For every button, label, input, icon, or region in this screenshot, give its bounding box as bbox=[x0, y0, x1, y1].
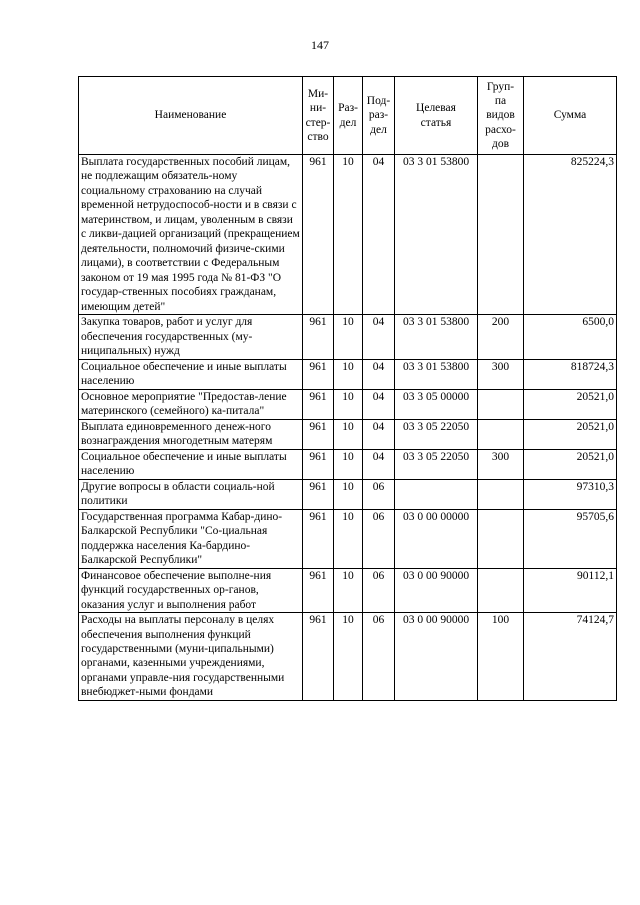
table-row bbox=[79, 155, 617, 315]
cell-target: 03 3 05 00000 bbox=[395, 389, 478, 419]
cell-sum: 20521,0 bbox=[524, 389, 617, 419]
cell-section: 10 bbox=[334, 479, 363, 509]
header-row bbox=[79, 77, 617, 155]
cell-sum: 20521,0 bbox=[524, 419, 617, 449]
cell-subsection: 04 bbox=[363, 359, 395, 389]
table-row bbox=[79, 479, 617, 509]
cell-ministry: 961 bbox=[303, 315, 334, 359]
cell-target: 03 0 00 90000 bbox=[395, 613, 478, 701]
cell-section: 10 bbox=[334, 449, 363, 479]
header-name: Наименование bbox=[79, 77, 303, 155]
header-subsection: Под- раз- дел bbox=[363, 77, 395, 155]
cell-name: Государственная программа Кабар-дино-Балкарской Республики "Со-циальная поддержка населения Ка-бардино-Балкарской Республики" bbox=[79, 509, 303, 568]
header-section: Раз- дел bbox=[334, 77, 363, 155]
cell-group bbox=[478, 389, 524, 419]
cell-sum: 818724,3 bbox=[524, 359, 617, 389]
cell-section: 10 bbox=[334, 155, 363, 315]
cell-group bbox=[478, 155, 524, 315]
cell-section: 10 bbox=[334, 568, 363, 612]
cell-name: Основное мероприятие "Предостав-ление материнского (семейного) ка-питала" bbox=[79, 389, 303, 419]
cell-sum: 90112,1 bbox=[524, 568, 617, 612]
table-row bbox=[79, 449, 617, 479]
cell-target: 03 3 01 53800 bbox=[395, 359, 478, 389]
budget-table bbox=[78, 76, 617, 701]
cell-ministry: 961 bbox=[303, 155, 334, 315]
cell-group bbox=[478, 419, 524, 449]
table-row bbox=[79, 389, 617, 419]
table-row bbox=[79, 509, 617, 568]
cell-group bbox=[478, 568, 524, 612]
cell-sum: 825224,3 bbox=[524, 155, 617, 315]
cell-section: 10 bbox=[334, 419, 363, 449]
cell-sum: 95705,6 bbox=[524, 509, 617, 568]
table-row bbox=[79, 568, 617, 612]
cell-ministry: 961 bbox=[303, 613, 334, 701]
cell-group: 300 bbox=[478, 359, 524, 389]
page-number: 147 bbox=[311, 38, 329, 52]
cell-name: Другие вопросы в области социаль-ной политики bbox=[79, 479, 303, 509]
cell-sum: 20521,0 bbox=[524, 449, 617, 479]
cell-ministry: 961 bbox=[303, 509, 334, 568]
header-target: Целевая статья bbox=[395, 77, 478, 155]
cell-sum: 97310,3 bbox=[524, 479, 617, 509]
cell-target: 03 3 01 53800 bbox=[395, 315, 478, 359]
cell-target: 03 3 05 22050 bbox=[395, 449, 478, 479]
table-row bbox=[79, 359, 617, 389]
cell-section: 10 bbox=[334, 389, 363, 419]
cell-section: 10 bbox=[334, 509, 363, 568]
cell-subsection: 06 bbox=[363, 509, 395, 568]
cell-ministry: 961 bbox=[303, 359, 334, 389]
header-group: Груп- па видов расхо- дов bbox=[478, 77, 524, 155]
cell-target: 03 3 05 22050 bbox=[395, 419, 478, 449]
cell-target: 03 0 00 90000 bbox=[395, 568, 478, 612]
table-row bbox=[79, 419, 617, 449]
cell-group: 300 bbox=[478, 449, 524, 479]
table-row bbox=[79, 315, 617, 359]
cell-name: Социальное обеспечение и иные выплаты населению bbox=[79, 359, 303, 389]
header-sum: Сумма bbox=[524, 77, 617, 155]
cell-name: Расходы на выплаты персоналу в целях обеспечения выполнения функций государственными (муни-ципальными) органами, казенными учреждениями, органами управле-ния государственными внебюджет-ными фондами bbox=[79, 613, 303, 701]
cell-section: 10 bbox=[334, 359, 363, 389]
cell-name: Социальное обеспечение и иные выплаты населению bbox=[79, 449, 303, 479]
cell-name: Финансовое обеспечение выполне-ния функций государственных ор-ганов, оказания услуг и выполнения работ bbox=[79, 568, 303, 612]
cell-subsection: 06 bbox=[363, 613, 395, 701]
cell-ministry: 961 bbox=[303, 568, 334, 612]
cell-group: 100 bbox=[478, 613, 524, 701]
cell-ministry: 961 bbox=[303, 479, 334, 509]
cell-target: 03 0 00 00000 bbox=[395, 509, 478, 568]
cell-target: 03 3 01 53800 bbox=[395, 155, 478, 315]
cell-sum: 6500,0 bbox=[524, 315, 617, 359]
cell-ministry: 961 bbox=[303, 419, 334, 449]
cell-ministry: 961 bbox=[303, 389, 334, 419]
cell-sum: 74124,7 bbox=[524, 613, 617, 701]
cell-ministry: 961 bbox=[303, 449, 334, 479]
cell-subsection: 04 bbox=[363, 315, 395, 359]
cell-subsection: 04 bbox=[363, 419, 395, 449]
cell-group bbox=[478, 509, 524, 568]
cell-subsection: 04 bbox=[363, 389, 395, 419]
cell-subsection: 04 bbox=[363, 449, 395, 479]
cell-name: Выплата единовременного денеж-ного вознаграждения многодетным матерям bbox=[79, 419, 303, 449]
cell-subsection: 06 bbox=[363, 479, 395, 509]
cell-target bbox=[395, 479, 478, 509]
cell-name: Выплата государственных пособий лицам, не подлежащим обязатель-ному социальному страхованию на случай временной нетрудоспособ-ности и в связи с материнством, и лицам, уволенным в связи с ликви-дацией организаций (прекращением деятельности, полномочий физиче-скими лицами), в соответствии с Федеральным законом от 19 мая 1995 года № 81-ФЗ "О государ-ственных пособиях гражданам, имеющим детей" bbox=[79, 155, 303, 315]
header-ministry: Ми- ни- стер- ство bbox=[303, 77, 334, 155]
cell-subsection: 06 bbox=[363, 568, 395, 612]
cell-group bbox=[478, 479, 524, 509]
table-row bbox=[79, 613, 617, 701]
cell-name: Закупка товаров, работ и услуг для обеспечения государственных (му-ниципальных) нужд bbox=[79, 315, 303, 359]
cell-subsection: 04 bbox=[363, 155, 395, 315]
cell-section: 10 bbox=[334, 613, 363, 701]
cell-section: 10 bbox=[334, 315, 363, 359]
cell-group: 200 bbox=[478, 315, 524, 359]
